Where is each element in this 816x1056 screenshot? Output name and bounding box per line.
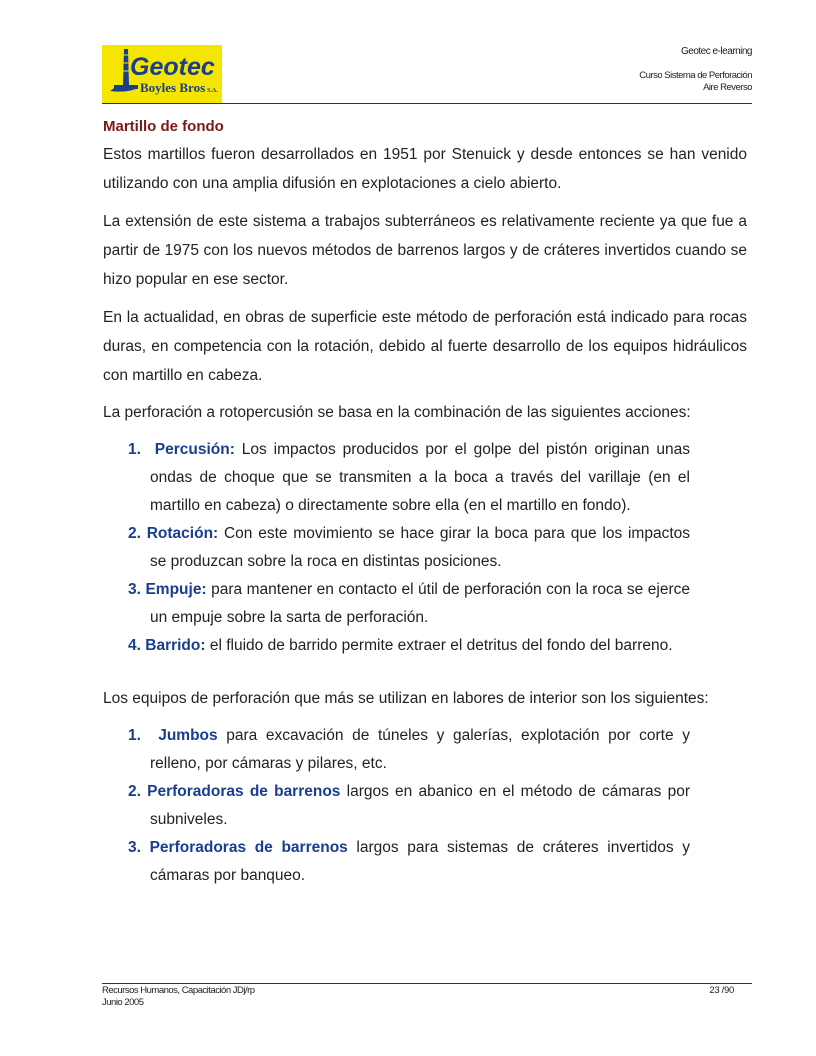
list-item: 1. Jumbos para excavación de túneles y galerías, explotación por corte y relleno, por cámaras y pilares, etc. xyxy=(128,727,690,772)
page-number: 23 /90 xyxy=(709,985,734,996)
logo-subtitle: Boyles Bros S.A. xyxy=(140,80,218,95)
list-item: 1. Percusión: Los impactos producidos por el golpe del pistón originan unas ondas de choque que se transmiten a la boca a través del varillaje (en el martillo en cabeza) o directamente sobre ella (en el martillo en fondo). xyxy=(128,441,690,514)
paragraph: La perforación a rotopercusión se basa en la combinación de las siguientes acciones: xyxy=(103,404,691,421)
logo-word: Geotec xyxy=(130,53,215,81)
header-line-2: Curso Sistema de Perforación xyxy=(639,70,752,81)
list-item: 2. Rotación: Con este movimiento se hace girar la boca para que los impactos se produzcan sobre la roca en distintas posiciones. xyxy=(128,525,690,570)
footer-line-2: Junio 2005 xyxy=(102,997,144,1008)
section-title: Martillo de fondo xyxy=(103,118,224,135)
list-item: 2. Perforadoras de barrenos largos en abanico en el método de cámaras por subniveles. xyxy=(128,783,691,828)
page-content xyxy=(103,118,747,890)
footer-info xyxy=(102,985,255,1009)
paragraph: Estos martillos fueron desarrollados en 1951 por Stenuick y desde entonces se han venido utilizando con una amplia difusión en explotaciones a cielo abierto. xyxy=(103,146,747,192)
equipment-list xyxy=(103,722,690,890)
header-line-3: Aire Reverso xyxy=(703,82,752,93)
geotec-logo xyxy=(102,45,222,103)
footer-divider xyxy=(102,983,752,984)
header-line-1: Geotec e-learning xyxy=(681,46,752,57)
paragraph: En la actualidad, en obras de superficie este método de perforación está indicado para rocas duras, en competencia con la rotación, debido al fuerte desarrollo de los equipos hidráulicos con martillo en cabeza. xyxy=(103,309,747,384)
paragraph: La extensión de este sistema a trabajos subterráneos es relativamente reciente ya que fue a partir de 1975 con los nuevos métodos de barrenos largos y de cráteres invertidos cuando se hizo popular en ese sector. xyxy=(103,213,747,288)
list-item: 4. Barrido: el fluido de barrido permite extraer el detritus del fondo del barreno. xyxy=(128,637,673,654)
list-item: 3. Perforadoras de barrenos largos para sistemas de cráteres invertidos y cámaras por banqueo. xyxy=(128,839,690,884)
header-divider xyxy=(102,103,752,104)
list-item: 3. Empuje: para mantener en contacto el útil de perforación con la roca se ejerce un empuje sobre la sarta de perforación. xyxy=(128,581,691,626)
actions-list xyxy=(103,436,690,660)
footer-line-1: Recursos Humanos, Capacitación JDj/rp xyxy=(102,985,255,996)
header-info xyxy=(639,46,752,94)
paragraph: Los equipos de perforación que más se utilizan en labores de interior son los siguientes: xyxy=(103,690,709,707)
